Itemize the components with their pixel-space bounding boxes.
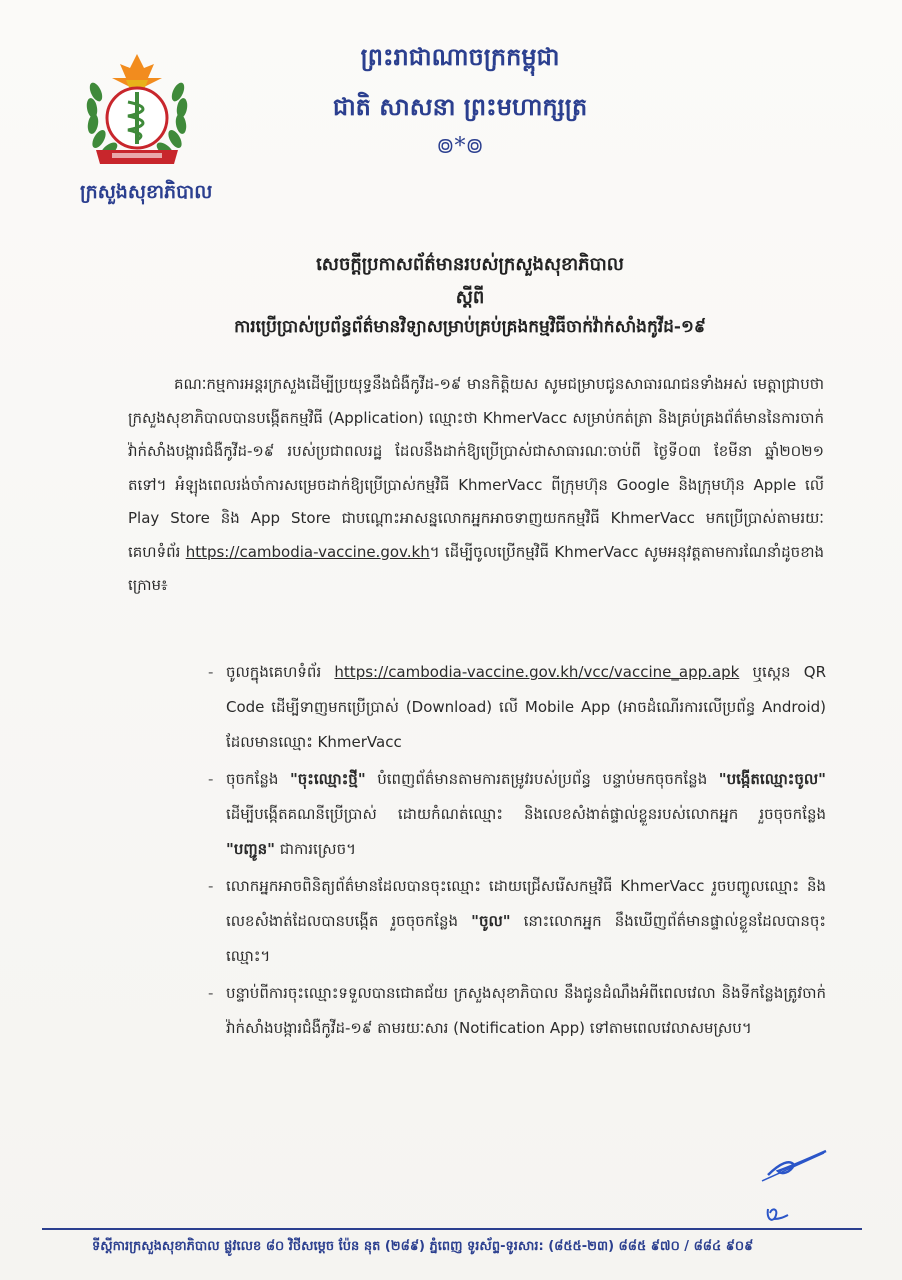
list-item: - ចូលក្នុងគេហទំព័រ https://cambodia-vaccine.gov.kh/vcc/vaccine_app.apk ឬស្កេន QR Code ដើម្បីទាញមកប្រើប្រាស់ (Download) លើ Mobile App (អាចដំណើរការលើប្រព័ន្ធ Android) ដែលមានឈ្មោះ KhmerVacc (226, 655, 826, 760)
website-link[interactable]: https://cambodia-vaccine.gov.kh (185, 542, 430, 561)
body-text-b: ។ ដើម្បីចូលប្រើកម្មវិធី KhmerVacc សូមអនុវត្តតាមការណែនាំដូចខាងក្រោម៖ (128, 542, 824, 594)
national-motto: ជាតិ សាសនា ព្រះមហាក្សត្រ (332, 92, 588, 121)
list-item: - បន្ទាប់ពីការចុះឈ្មោះទទួលបានជោគជ័យ ក្រសួងសុខាភិបាល នឹងជូនដំណឹងអំពីពេលវេលា និងទីកន្លែងត្រូវចាក់វ៉ាក់សាំងបង្ការជំងឺកូវីដ-១៩ តាមរយៈសារ (Notification App) ទៅតាមពេលវេលាសមស្រប។ (226, 976, 826, 1046)
signature-mark (760, 1145, 830, 1235)
apk-download-link[interactable]: https://cambodia-vaccine.gov.kh/vcc/vaccine_app.apk (334, 663, 740, 681)
announcement-regarding: ស្តីពី (455, 287, 485, 308)
login-keyword: "ចូល" (471, 912, 511, 930)
list-item: - ចុចកន្លែង "ចុះឈ្មោះថ្មី" បំពេញព័ត៌មានតាមការតម្រូវរបស់ប្រព័ន្ធ បន្ទាប់មកចុចកន្លែង "បង្កើតឈ្មោះចូល" ដើម្បីបង្កើតគណនីប្រើប្រាស់ ដោយកំណត់ឈ្មោះ និងលេខសំងាត់ផ្ទាល់ខ្លួនរបស់លោកអ្នក រួចចុចកន្លែង "បញ្ជូន" ជាការស្រេច។ (226, 762, 826, 867)
announcement-subject: ការប្រើប្រាស់ប្រព័ន្ធព័ត៌មានវិទ្យាសម្រាប់គ្រប់គ្រងកម្មវិធីចាក់វ៉ាក់សាំងកូវីដ-១៩ (234, 317, 706, 337)
list-item: - លោកអ្នកអាចពិនិត្យព័ត៌មានដែលបានចុះឈ្មោះ ដោយជ្រើសរើសកម្មវិធី KhmerVacc រួចបញ្ចូលឈ្មោះ និងលេខសំងាត់ដែលបានបង្កើត រួចចុចកន្លែង "ចូល" នោះលោកអ្នក នឹងឃើញព័ត៌មានផ្ទាល់ខ្លួនដែលបានចុះឈ្មោះ។ (226, 869, 826, 974)
register-keyword: "ចុះឈ្មោះថ្មី" (289, 770, 366, 788)
body-text-a: គណៈកម្មការអន្តរក្រសួងដើម្បីប្រយុទ្ធនឹងជំងឺកូវីដ-១៩ មានកិត្តិយស សូមជម្រាបជូនសាធារណជនទាំងអស់ មេត្តាជ្រាបថា ក្រសួងសុខាភិបាលបានបង្កើតកម្មវិធី (Application) ឈ្មោះថា KhmerVacc សម្រាប់កត់ត្រា និងគ្រប់គ្រងព័ត៌មាននៃការចាក់វ៉ាក់សាំងបង្ការជំងឺកូវីដ-១៩ របស់ប្រជាពលរដ្ឋ ដែលនឹងដាក់ឱ្យប្រើប្រាស់ជាសាធារណៈចាប់ពី ថ្ងៃទី០៣ ខែមីនា ឆ្នាំ២០២១ តទៅ។ អំឡុងពេលរង់ចាំការសម្រេចដាក់ឱ្យប្រើប្រាស់កម្មវិធី KhmerVacc ពីក្រុមហ៊ុន Google និងក្រុមហ៊ុន Apple លើ Play Store និង App Store ជាបណ្តោះអាសន្នលោកអ្នកអាចទាញយកកម្មវិធី KhmerVacc មកប្រើប្រាស់តាមរយៈគេហទំព័រ (128, 375, 824, 561)
announcement-title: សេចក្តីប្រកាសព័ត៌មានរបស់ក្រសួងសុខាភិបាល (316, 254, 624, 275)
kingdom-heading: ព្រះរាជាណាចក្រកម្ពុជា (360, 42, 560, 71)
body-paragraph (128, 368, 824, 603)
create-login-keyword: "បង្កើតឈ្មោះចូល" (718, 770, 826, 788)
ministry-name: ក្រសួងសុខាភិបាល (80, 181, 213, 203)
ornament-divider: ៙*៙ (436, 134, 484, 159)
ministry-of-health-seal (82, 50, 192, 180)
instruction-list (226, 655, 826, 1048)
footer-divider (42, 1228, 862, 1230)
submit-keyword: "បញ្ជូន" (226, 840, 275, 858)
footer-address: ទីស្តីការក្រសួងសុខាភិបាល ផ្លូវលេខ ៨០ វិថីសម្តេច ប៉ែន នុត (២៨៩) ភ្នំពេញ ទូរស័ព្ទ-ទូរសារ: (៨៥៥-២៣) ៨៨៥ ៩៧០ / ៨៨៤ ៩០៩ (92, 1239, 754, 1254)
